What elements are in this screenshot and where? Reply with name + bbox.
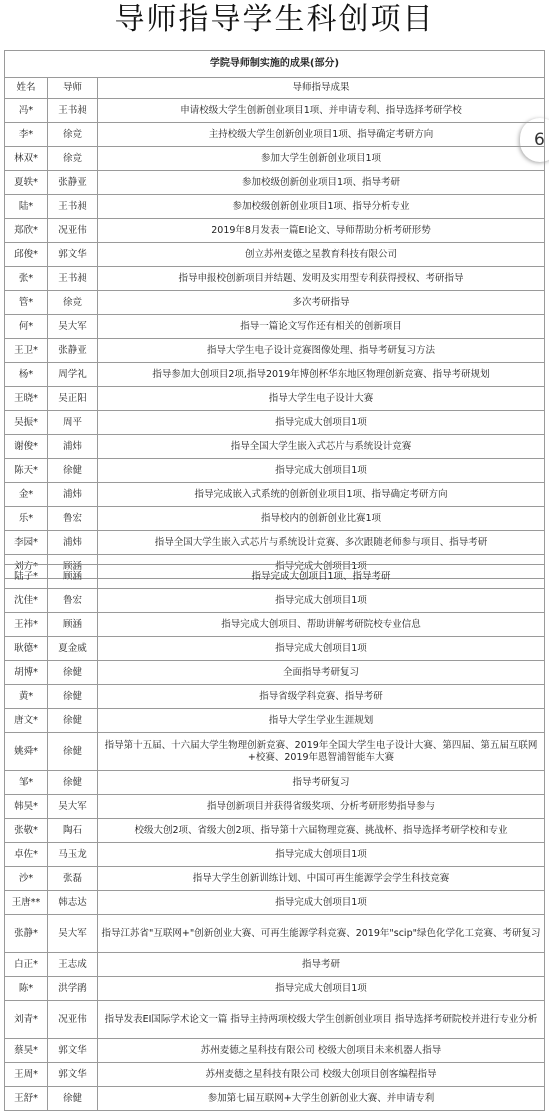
result-cell: 指导完成大创项目1项 xyxy=(98,637,545,661)
table-row xyxy=(5,219,545,243)
mentor-cell: 浦炜 xyxy=(48,531,98,555)
student-name-cell: 王晓* xyxy=(5,387,48,411)
header-name: 姓名 xyxy=(5,78,48,99)
result-cell: 多次考研指导 xyxy=(98,291,545,315)
student-name-cell: 何* xyxy=(5,315,48,339)
page-title: 导师指导学生科创项目 xyxy=(114,2,435,37)
mentor-cell: 徐健 xyxy=(48,771,98,795)
mentor-cell: 王志成 xyxy=(48,953,98,977)
table-row xyxy=(5,915,545,953)
result-cell: 指导校内的创新创业比赛1项 xyxy=(98,507,545,531)
table-row xyxy=(5,435,545,459)
student-name-cell: 李* xyxy=(5,123,48,147)
table-row xyxy=(5,339,545,363)
result-cell: 指导大学生电子设计竞赛图像处理、指导考研复习方法 xyxy=(98,339,545,363)
table-row xyxy=(5,1087,545,1111)
mentor-cell: 况亚伟 xyxy=(48,219,98,243)
table-row xyxy=(5,459,545,483)
mentor-cell: 顾涵 xyxy=(48,555,98,579)
mentor-cell: 陶石 xyxy=(48,819,98,843)
result-cell: 指导考研复习 xyxy=(98,771,545,795)
table-row xyxy=(5,661,545,685)
result-cell: 指导申报校创新项目并结题、发明及实用型专利获得授权、考研指导 xyxy=(98,267,545,291)
mentor-cell: 吴大军 xyxy=(48,915,98,953)
table-row xyxy=(5,709,545,733)
result-cell: 指导参加大创项目2项,指导2019年博创杯华东地区物理创新竞赛、指导考研规划 xyxy=(98,363,545,387)
table-row xyxy=(5,733,545,771)
mentor-cell: 马玉龙 xyxy=(48,843,98,867)
mentor-cell: 吴大军 xyxy=(48,795,98,819)
result-cell: 苏州麦德之星科技有限公司 校级大创项目未来机器人指导 xyxy=(98,1039,545,1063)
result-cell: 参加校级创新创业项目1项、指导分析专业 xyxy=(98,195,545,219)
table-row xyxy=(5,819,545,843)
result-cell: 创立苏州麦德之星教育科技有限公司 xyxy=(98,243,545,267)
student-name-cell: 乐* xyxy=(5,507,48,531)
result-cell: 指导全国大学生嵌入式芯片与系统设计竞赛、多次跟随老师参与项目、指导考研 xyxy=(98,531,545,555)
mentor-cell: 吴正阳 xyxy=(48,387,98,411)
table-row xyxy=(5,843,545,867)
table-row xyxy=(5,589,545,613)
result-cell: 指导完成大创项目、帮助讲解考研院校专业信息 xyxy=(98,613,545,637)
table-row xyxy=(5,771,545,795)
mentor-cell: 吴大军 xyxy=(48,315,98,339)
result-cell: 指导省级学科竞赛、指导考研 xyxy=(98,685,545,709)
table-header-row xyxy=(5,78,545,99)
mentor-cell: 夏金威 xyxy=(48,637,98,661)
table-row xyxy=(5,795,545,819)
results-table-2 xyxy=(4,564,545,1111)
table-row xyxy=(5,171,545,195)
student-name-cell: 王周* xyxy=(5,1063,48,1087)
student-name-cell: 黄* xyxy=(5,685,48,709)
mentor-cell: 鲁宏 xyxy=(48,589,98,613)
student-name-cell: 卓佐* xyxy=(5,843,48,867)
result-cell: 指导江苏省"互联网+"创新创业大赛、可再生能源学科竞赛、2019年"scip"绿色化学化工竞赛、考研复习 xyxy=(98,915,545,953)
student-name-cell: 邹* xyxy=(5,771,48,795)
table-row xyxy=(5,411,545,435)
result-cell: 指导完成大创项目1项 xyxy=(98,459,545,483)
student-name-cell: 张敬* xyxy=(5,819,48,843)
table-caption-row xyxy=(5,51,545,78)
table-row xyxy=(5,637,545,661)
table-row xyxy=(5,507,545,531)
result-cell: 指导第十五届、十六届大学生物理创新竞赛、2019年全国大学生电子设计大赛、第四届、第五届互联网+校赛、2019年恩智浦智能车大赛 xyxy=(98,733,545,771)
student-name-cell: 张静* xyxy=(5,915,48,953)
mentor-cell: 徐竞 xyxy=(48,291,98,315)
student-name-cell: 冯* xyxy=(5,99,48,123)
mentor-cell: 徐健 xyxy=(48,661,98,685)
student-name-cell: 姚舜* xyxy=(5,733,48,771)
student-name-cell: 刘方* xyxy=(5,555,48,579)
result-cell: 全面指导考研复习 xyxy=(98,661,545,685)
student-name-cell: 李园* xyxy=(5,531,48,555)
table-row xyxy=(5,867,545,891)
student-name-cell: 陆* xyxy=(5,195,48,219)
table-row xyxy=(5,1039,545,1063)
result-cell: 主持校级大学生创新创业项目1项、指导确定考研方向 xyxy=(98,123,545,147)
mentor-cell: 张静亚 xyxy=(48,171,98,195)
result-cell: 指导考研 xyxy=(98,953,545,977)
results-table-1 xyxy=(4,50,545,579)
table-row xyxy=(5,243,545,267)
header-mentor: 导师 xyxy=(48,78,98,99)
table-row xyxy=(5,1001,545,1039)
result-cell: 指导大学生电子设计大赛 xyxy=(98,387,545,411)
student-name-cell: 王祎* xyxy=(5,613,48,637)
student-name-cell: 王舒* xyxy=(5,1087,48,1111)
result-cell: 申请校级大学生创新创业项目1项、并申请专利、指导选择考研学校 xyxy=(98,99,545,123)
mentor-cell: 浦炜 xyxy=(48,483,98,507)
table-row xyxy=(5,977,545,1001)
table-row xyxy=(5,195,545,219)
student-name-cell: 杨* xyxy=(5,363,48,387)
student-name-cell: 邱俊* xyxy=(5,243,48,267)
mentor-cell: 王书昶 xyxy=(48,195,98,219)
student-name-cell: 王卫* xyxy=(5,339,48,363)
table-row xyxy=(5,291,545,315)
table-row xyxy=(5,685,545,709)
student-name-cell: 吴振* xyxy=(5,411,48,435)
table-row xyxy=(5,1063,545,1087)
table-row xyxy=(5,99,545,123)
student-name-cell: 胡博* xyxy=(5,661,48,685)
student-name-cell: 陈天* xyxy=(5,459,48,483)
result-cell: 指导完成大创项目1项 xyxy=(98,589,545,613)
result-cell: 参加校级创新创业项目1项、指导考研 xyxy=(98,171,545,195)
header-results: 导师指导成果 xyxy=(98,78,545,99)
student-name-cell: 张* xyxy=(5,267,48,291)
result-cell: 参加大学生创新创业项目1项 xyxy=(98,147,545,171)
student-name-cell: 谢俊* xyxy=(5,435,48,459)
table-row xyxy=(5,315,545,339)
student-name-cell: 刘青* xyxy=(5,1001,48,1039)
student-name-cell: 管* xyxy=(5,291,48,315)
result-cell: 指导完成嵌入式系统的创新创业项目1项、指导确定考研方向 xyxy=(98,483,545,507)
student-name-cell: 唐文* xyxy=(5,709,48,733)
result-cell: 指导完成大创项目1项 xyxy=(98,977,545,1001)
mentor-cell: 徐竞 xyxy=(48,123,98,147)
result-cell: 指导完成大创项目1项 xyxy=(98,411,545,435)
student-name-cell: 耿德* xyxy=(5,637,48,661)
student-name-cell: 白正* xyxy=(5,953,48,977)
table-caption: 学院导师制实施的成果(部分) xyxy=(5,51,545,78)
result-cell: 指导完成大创项目1项 xyxy=(98,555,545,579)
table-row xyxy=(5,483,545,507)
student-name-cell: 蔡昊* xyxy=(5,1039,48,1063)
mentor-cell: 郭文华 xyxy=(48,1063,98,1087)
result-cell: 指导一篇论文写作还有相关的创新项目 xyxy=(98,315,545,339)
table-row xyxy=(5,531,545,555)
table-row xyxy=(5,613,545,637)
mentor-cell: 张磊 xyxy=(48,867,98,891)
student-name-cell: 林双* xyxy=(5,147,48,171)
result-cell: 参加第七届互联网+大学生创新创业大赛、并申请专利 xyxy=(98,1087,545,1111)
table-row xyxy=(5,147,545,171)
mentor-cell: 王书昶 xyxy=(48,99,98,123)
mentor-cell: 浦炜 xyxy=(48,435,98,459)
mentor-cell: 徐健 xyxy=(48,459,98,483)
mentor-cell: 王书昶 xyxy=(48,267,98,291)
table-row xyxy=(5,363,545,387)
table-row xyxy=(5,123,545,147)
result-cell: 校级大创2项、省级大创2项、指导第十六届物理竞赛、挑战杯、指导选择考研学校和专业 xyxy=(98,819,545,843)
table-row xyxy=(5,267,545,291)
mentor-cell: 周学礼 xyxy=(48,363,98,387)
student-name-cell: 郑欣* xyxy=(5,219,48,243)
table-row xyxy=(5,891,545,915)
mentor-cell: 鲁宏 xyxy=(48,507,98,531)
result-cell: 指导完成大创项目1项 xyxy=(98,843,545,867)
student-name-cell: 陆子* xyxy=(5,565,48,589)
mentor-cell: 周平 xyxy=(48,411,98,435)
result-cell: 指导大学生创新训练计划、中国可再生能源学会学生科技竞赛 xyxy=(98,867,545,891)
mentor-cell: 韩志达 xyxy=(48,891,98,915)
result-cell: 指导完成大创项目1项 xyxy=(98,891,545,915)
mentor-cell: 顾涵 xyxy=(48,613,98,637)
student-name-cell: 沙* xyxy=(5,867,48,891)
mentor-cell: 徐健 xyxy=(48,685,98,709)
mentor-cell: 郭文华 xyxy=(48,243,98,267)
mentor-cell: 洪学鹃 xyxy=(48,977,98,1001)
student-name-cell: 沈佳* xyxy=(5,589,48,613)
mentor-cell: 张静亚 xyxy=(48,339,98,363)
mentor-cell: 顾涵 xyxy=(48,565,98,589)
result-cell: 指导全国大学生嵌入式芯片与系统设计竞赛 xyxy=(98,435,545,459)
mentor-cell: 况亚伟 xyxy=(48,1001,98,1039)
mentor-cell: 徐健 xyxy=(48,709,98,733)
student-name-cell: 金* xyxy=(5,483,48,507)
result-cell: 2019年8月发表一篇EI论文、导师帮助分析考研形势 xyxy=(98,219,545,243)
mentor-cell: 徐健 xyxy=(48,733,98,771)
result-cell: 指导发表EI国际学术论文一篇 指导主持两项校级大学生创新创业项目 指导选择考研院校并进行专业分析 xyxy=(98,1001,545,1039)
result-cell: 指导完成大创项目1项、指导考研 xyxy=(98,565,545,589)
result-cell: 指导创新项目并获得省级奖项、分析考研形势指导参与 xyxy=(98,795,545,819)
result-cell: 苏州麦德之星科技有限公司 校级大创项目创客编程指导 xyxy=(98,1063,545,1087)
mentor-cell: 郭文华 xyxy=(48,1039,98,1063)
student-name-cell: 王唐** xyxy=(5,891,48,915)
table-row xyxy=(5,953,545,977)
mentor-cell: 徐健 xyxy=(48,1087,98,1111)
page-number-badge[interactable]: 6 xyxy=(520,118,549,162)
result-cell: 指导大学生学业生涯规划 xyxy=(98,709,545,733)
student-name-cell: 陈* xyxy=(5,977,48,1001)
table-row xyxy=(5,565,545,589)
mentor-cell: 徐竞 xyxy=(48,147,98,171)
table-row xyxy=(5,387,545,411)
student-name-cell: 韩昊* xyxy=(5,795,48,819)
student-name-cell: 夏轶* xyxy=(5,171,48,195)
